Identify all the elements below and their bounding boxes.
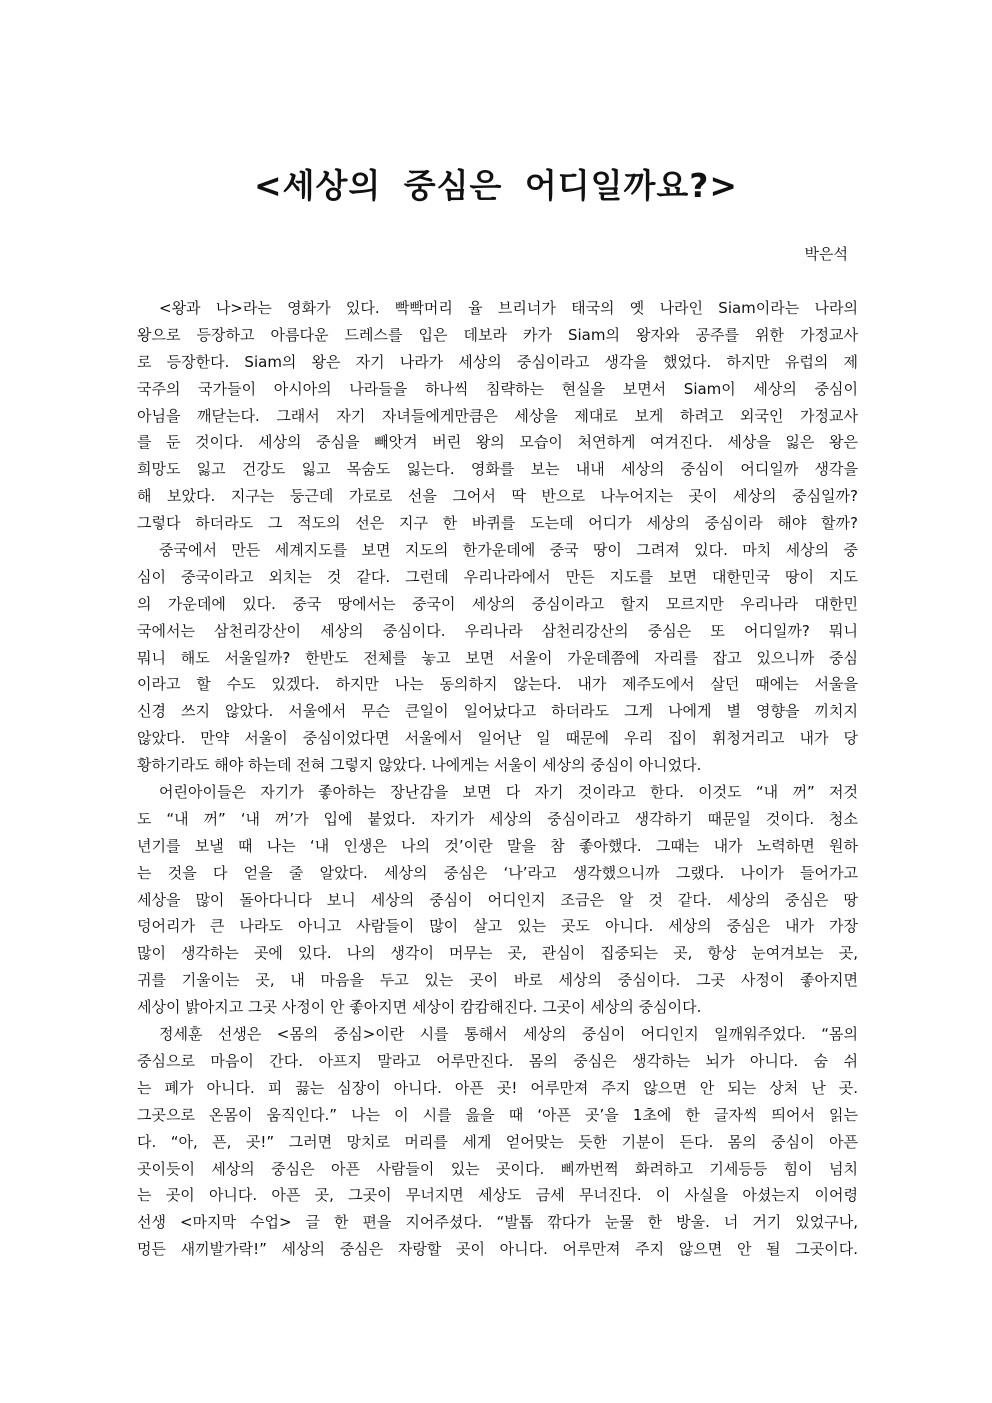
text-line: 중심으로 마음이 간다. 아프지 말라고 어루만진다. 몸의 중심은 생각하는 뇌가 아니다. 숨 쉬 [137, 1051, 858, 1070]
text-line: 해 보았다. 지구는 둥근데 가로로 선을 그어서 딱 반으로 나누어지는 곳이 세상의 중심일까? [137, 487, 858, 506]
text-line: 신경 쓰지 않았다. 서울에서 무슨 큰일이 일어났다고 하더라도 그게 나에게 별 영향을 끼치지 [137, 702, 858, 721]
text-line: 정세훈 선생은 <몸의 중심>이란 시를 통해서 세상의 중심이 어디인지 일깨워주었다. “몸의 [159, 1025, 858, 1044]
text-line: 세상이 밝아지고 그곳 사정이 안 좋아지면 세상이 캄캄해진다. 그곳이 세상의 중심이다. [137, 998, 702, 1017]
text-line: 그렇다 하더라도 그 적도의 선은 지구 한 바퀴를 도는데 어디가 세상의 중심이라 해야 할까? [137, 514, 858, 533]
document-title: <세상의 중심은 어디일까요?> [253, 166, 739, 205]
text-line: 황하기라도 해야 하는데 전혀 그렇지 않았다. 나에게는 서울이 세상의 중심이 아니었다. [137, 756, 702, 775]
text-line: 세상을 많이 돌아다니다 보니 세상의 중심이 어디인지 조금은 알 것 같다. 세상의 중심은 땅 [137, 890, 858, 909]
text-line: 않았다. 만약 서울이 중심이었다면 서울에서 일어난 일 때문에 우리 집이 휘청거리고 내가 당 [137, 729, 858, 748]
text-line: 의 가운데에 있다. 중국 땅에서는 중국이 세상의 중심이라고 할지 모르지만 우리나라 대한민 [137, 594, 858, 613]
text-line: 귀를 기울이는 곳, 내 마음을 두고 있는 곳이 바로 세상의 중심이다. 그곳 사정이 좋아지면 [137, 971, 858, 990]
document-body [137, 295, 858, 1263]
text-line: 왕으로 등장하고 아름다운 드레스를 입은 데보라 카가 Siam의 왕자와 공주를 위한 가정교사 [137, 325, 858, 344]
text-line: 는 곳이 아니다. 아픈 곳, 그곳이 무너지면 세상도 금세 무너진다. 이 사실을 아셨는지 이어령 [137, 1186, 858, 1205]
text-line: 멍든 새끼발가락!” 세상의 중심은 자랑할 곳이 아니다. 어루만져 주지 않으면 안 될 그곳이다. [137, 1240, 858, 1259]
text-line: 희망도 잃고 건강도 잃고 목숨도 잃는다. 영화를 보는 내내 세상의 중심이 어디일까 생각을 [137, 460, 858, 479]
text-line: 국주의 국가들이 아시아의 나라들을 하나씩 침략하는 현실을 보면서 Siam이 세상의 중심이 [137, 379, 858, 398]
text-line: 는 폐가 아니다. 피 끓는 심장이 아니다. 아픈 곳! 어루만져 주지 않으면 안 되는 상처 난 곳. [137, 1078, 858, 1097]
text-line: 아님을 깨닫는다. 그래서 자기 자녀들에게만큼은 세상을 제대로 보게 하려고 외국인 가정교사 [137, 406, 858, 425]
text-line: 국에서는 삼천리강산이 세상의 중심이다. 우리나라 삼천리강산의 중심은 또 어디일까? 뭐니 [137, 621, 858, 640]
paragraph [137, 537, 858, 779]
text-line: 어린아이들은 자기가 좋아하는 장난감을 보면 다 자기 것이라고 한다. 이것도 “내 꺼” 저것 [159, 783, 858, 802]
text-line: 많이 생각하는 곳에 있다. 나의 생각이 머무는 곳, 관심이 집중되는 곳, 항상 눈여겨보는 곳, [137, 944, 858, 963]
text-line: 그곳으로 온몸이 움직인다.” 나는 이 시를 읊을 때 ‘아픈 곳’을 1초에 한 글자씩 띄어서 읽는 [137, 1105, 858, 1124]
text-line: 는 것을 다 얻을 줄 알았다. 세상의 중심은 ‘나’라고 생각했으니까 그랬다. 나이가 들어가고 [137, 863, 858, 882]
author-name: 박은석 [804, 245, 848, 263]
text-line: 년기를 보낼 때 나는 ‘내 인생은 나의 것’이란 말을 참 좋아했다. 그때는 내가 노력하면 원하 [137, 836, 858, 855]
text-line: 로 등장한다. Siam의 왕은 자기 나라가 세상의 중심이라고 생각을 했었다. 하지만 유럽의 제 [137, 352, 858, 371]
text-line: 이라고 할 수도 있겠다. 하지만 나는 동의하지 않는다. 내가 제주도에서 살던 때에는 서울을 [137, 675, 858, 694]
text-line: 중국에서 만든 세계지도를 보면 지도의 한가운데에 중국 땅이 그려져 있다. 마치 세상의 중 [159, 541, 858, 560]
text-line: 다. “아, 픈, 곳!” 그러면 망치로 머리를 세게 얻어맞는 듯한 기분이 든다. 몸의 중심이 아픈 [137, 1132, 858, 1151]
text-line: 심이 중국이라고 외치는 것 같다. 그런데 우리나라에서 만든 지도를 보면 대한민국 땅이 지도 [137, 567, 858, 586]
paragraph [137, 779, 858, 1021]
text-line: 뭐니 해도 서울일까? 한반도 전체를 놓고 보면 서울이 가운데쯤에 자리를 잡고 있으니까 중심 [137, 648, 858, 667]
text-line: <왕과 나>라는 영화가 있다. 빡빡머리 율 브리너가 태국의 옛 나라인 Siam이라는 나라의 [159, 299, 858, 317]
text-line: 덩어리가 큰 나라도 아니고 사람들이 많이 살고 있는 곳도 아니다. 세상의 중심은 내가 가장 [137, 917, 858, 936]
text-line: 선생 <마지막 수업> 글 한 편을 지어주셨다. “발톱 깎다가 눈물 한 방울. 너 거기 있었구나, [137, 1213, 858, 1232]
text-line: 곳이듯이 세상의 중심은 아픈 사람들이 있는 곳이다. 삐까번쩍 화려하고 기세등등 힘이 넘치 [137, 1159, 858, 1178]
text-line: 도 “내 꺼” ‘내 꺼’가 입에 붙었다. 자기가 세상의 중심이라고 생각하기 때문일 것이다. 청소 [137, 809, 858, 828]
paragraph [137, 1021, 858, 1263]
text-line: 를 둔 것이다. 세상의 중심을 빼앗겨 버린 왕의 모습이 처연하게 여겨진다. 세상을 잃은 왕은 [137, 433, 858, 452]
paragraph [137, 295, 858, 537]
